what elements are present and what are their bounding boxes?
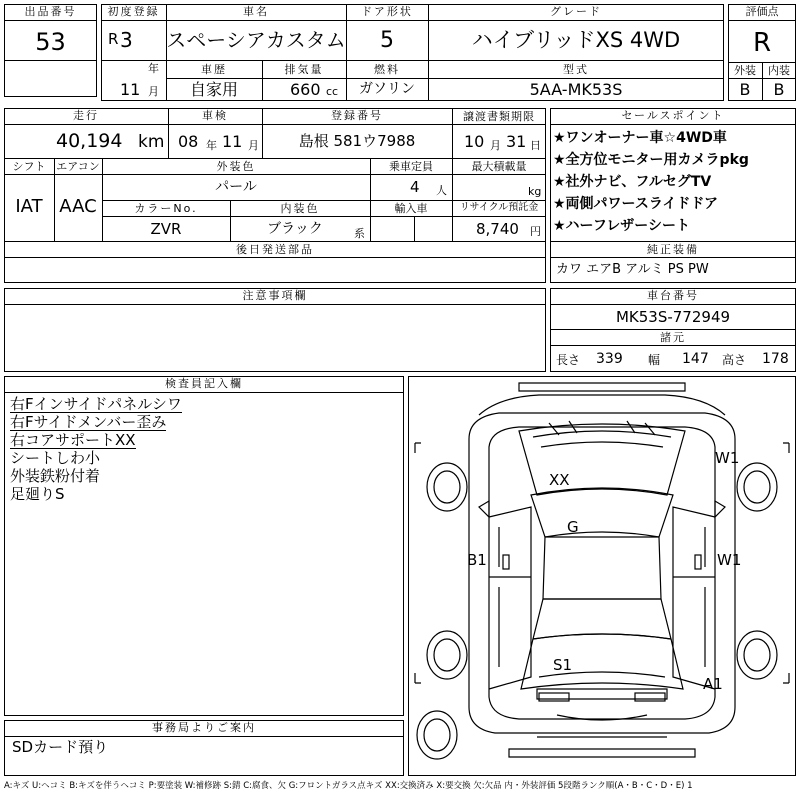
car-diagram-box (408, 376, 796, 776)
office-label: 事務局よりご案内 (152, 721, 256, 734)
car-name-label: 車名 (243, 5, 269, 18)
recycle: 8,740 (476, 220, 519, 238)
doors: 5 (380, 28, 394, 53)
sales-point-3: ★社外ナビ、フルセグTV (553, 174, 712, 190)
inspection-month: 11 (222, 132, 243, 151)
inspector-line-5: 外装鉄粉付着 (10, 467, 101, 485)
capacity-label: 乗車定員 (389, 160, 433, 173)
later-parts-label: 後日発送部品 (236, 243, 314, 256)
sales-point-5: ★ハーフレザーシート (553, 218, 691, 234)
car-name: スペーシアカスタム (166, 28, 346, 52)
mark-b1: B1 (467, 551, 487, 569)
model-label: 型式 (563, 63, 589, 76)
plate-label: 登録番号 (331, 109, 383, 122)
car-diagram (409, 377, 795, 775)
first-reg-year: 3 (120, 28, 133, 52)
transfer-month: 10 (464, 132, 485, 151)
width: 147 (682, 351, 709, 367)
mark-s1: S1 (553, 656, 573, 674)
month-unit: 月 (148, 85, 159, 98)
equipment-label: 純正装備 (647, 243, 699, 256)
chassis-number: MK53S-772949 (615, 308, 731, 326)
transfer-day-unit: 日 (530, 139, 541, 152)
length-label: 長さ (556, 353, 581, 367)
import-label: 輸入車 (394, 202, 428, 215)
length: 339 (596, 351, 623, 367)
score-label: 評価点 (745, 5, 779, 18)
inspector-line-2: 右Fサイドメンバー歪み (10, 413, 167, 431)
lot-number: 53 (35, 28, 66, 56)
interior-color-label: 内装色 (280, 202, 320, 215)
inspection-year-unit: 年 (206, 139, 217, 152)
lot-number-label: 出品番号 (24, 5, 77, 18)
chassis-label: 車台番号 (647, 289, 699, 302)
height: 178 (762, 351, 789, 367)
capacity-unit: 人 (436, 184, 447, 197)
exterior-grade-label: 外装 (734, 64, 756, 77)
fuel-label: 燃料 (374, 63, 400, 76)
displacement: 660 (290, 80, 321, 99)
mark-xx: XX (549, 471, 570, 489)
sales-point-4: ★両側パワースライドドア (553, 196, 719, 212)
inspection-year: 08 (178, 132, 199, 151)
era: R (108, 30, 119, 48)
inspector-line-4: シートしわ小 (10, 449, 101, 467)
legend-text: A:キズ U:ヘコミ B:キズを伴うヘコミ P:要塗装 W:補修跡 S:錆 C:腐食、欠 G:フロントガラス点キズ XX:交換済み X:要交換 欠:欠品 内・外装評価 5段階ランク順(A・B・C・D・E) 1 (4, 781, 693, 791)
mileage-unit: km (138, 132, 165, 152)
plate: 島根 581ウ7988 (298, 132, 416, 150)
displacement-unit: cc (326, 85, 339, 98)
height-label: 高さ (722, 353, 747, 367)
inspector-line-3: 右コアサポートXX (10, 431, 136, 449)
year-unit: 年 (148, 62, 159, 75)
exterior-color-label: 外装色 (216, 160, 256, 173)
shift: IAT (15, 196, 43, 217)
color-no: ZVR (150, 220, 182, 238)
transfer-label: 譲渡書類期限 (463, 110, 535, 123)
inspection-month-unit: 月 (248, 139, 259, 152)
max-load-label: 最大積載量 (471, 160, 527, 173)
recycle-label: リサイクル預託金 (459, 202, 539, 213)
notes-label: 注意事項欄 (242, 289, 308, 302)
interior-color-unit: 系 (354, 227, 365, 240)
fuel: ガソリン (359, 81, 415, 97)
interior-grade-label: 内装 (768, 64, 790, 77)
max-load-unit: kg (528, 185, 542, 198)
mark-w1-top: W1 (715, 449, 740, 467)
grade-label: グレード (550, 5, 602, 18)
transfer-month-unit: 月 (490, 139, 501, 152)
grade: ハイブリッドXS 4WD (471, 28, 681, 52)
first-reg-month: 11 (120, 80, 141, 99)
inspector-label: 検査員記入欄 (165, 377, 243, 390)
mileage-label: 走行 (73, 109, 99, 122)
transfer-day: 31 (506, 132, 527, 151)
office-text: SDカード預り (12, 738, 109, 756)
recycle-unit: 円 (530, 225, 541, 238)
capacity: 4 (410, 178, 420, 196)
score: R (752, 28, 772, 58)
ac-label: エアコン (56, 160, 100, 173)
color-no-label: カラーNo. (134, 202, 198, 215)
history: 自家用 (189, 80, 238, 99)
mark-g: G (567, 518, 579, 536)
exterior-grade: B (739, 80, 751, 99)
width-label: 幅 (648, 353, 661, 367)
exterior-color: パール (215, 179, 257, 195)
mileage: 40,194 (56, 130, 123, 152)
doors-label: ドア形状 (361, 5, 413, 18)
first-reg-label: 初度登録 (107, 5, 160, 18)
mark-a1: A1 (703, 675, 723, 693)
inspector-line-1: 右Fインサイドパネルシワ (10, 395, 182, 413)
inspector-line-6: 足廻りS (10, 485, 65, 503)
inspection-label: 車検 (202, 109, 228, 122)
model: 5AA-MK53S (529, 80, 623, 99)
sales-point-2: ★全方位モニター用カメラpkg (553, 152, 749, 168)
shift-label: シフト (12, 160, 46, 173)
ac: AAC (59, 196, 97, 217)
history-label: 車歴 (201, 63, 227, 76)
sales-point-1: ★ワンオーナー車☆4WD車 (553, 130, 727, 146)
interior-grade: B (773, 80, 785, 99)
specs-label: 諸元 (660, 331, 686, 344)
sales-points-label: セールスポイント (621, 109, 725, 122)
equipment-value: カワ エアB アルミ PS PW (556, 262, 709, 277)
mark-w1-mid: W1 (717, 551, 742, 569)
interior-color: ブラック (267, 221, 323, 237)
displacement-label: 排気量 (284, 63, 324, 76)
